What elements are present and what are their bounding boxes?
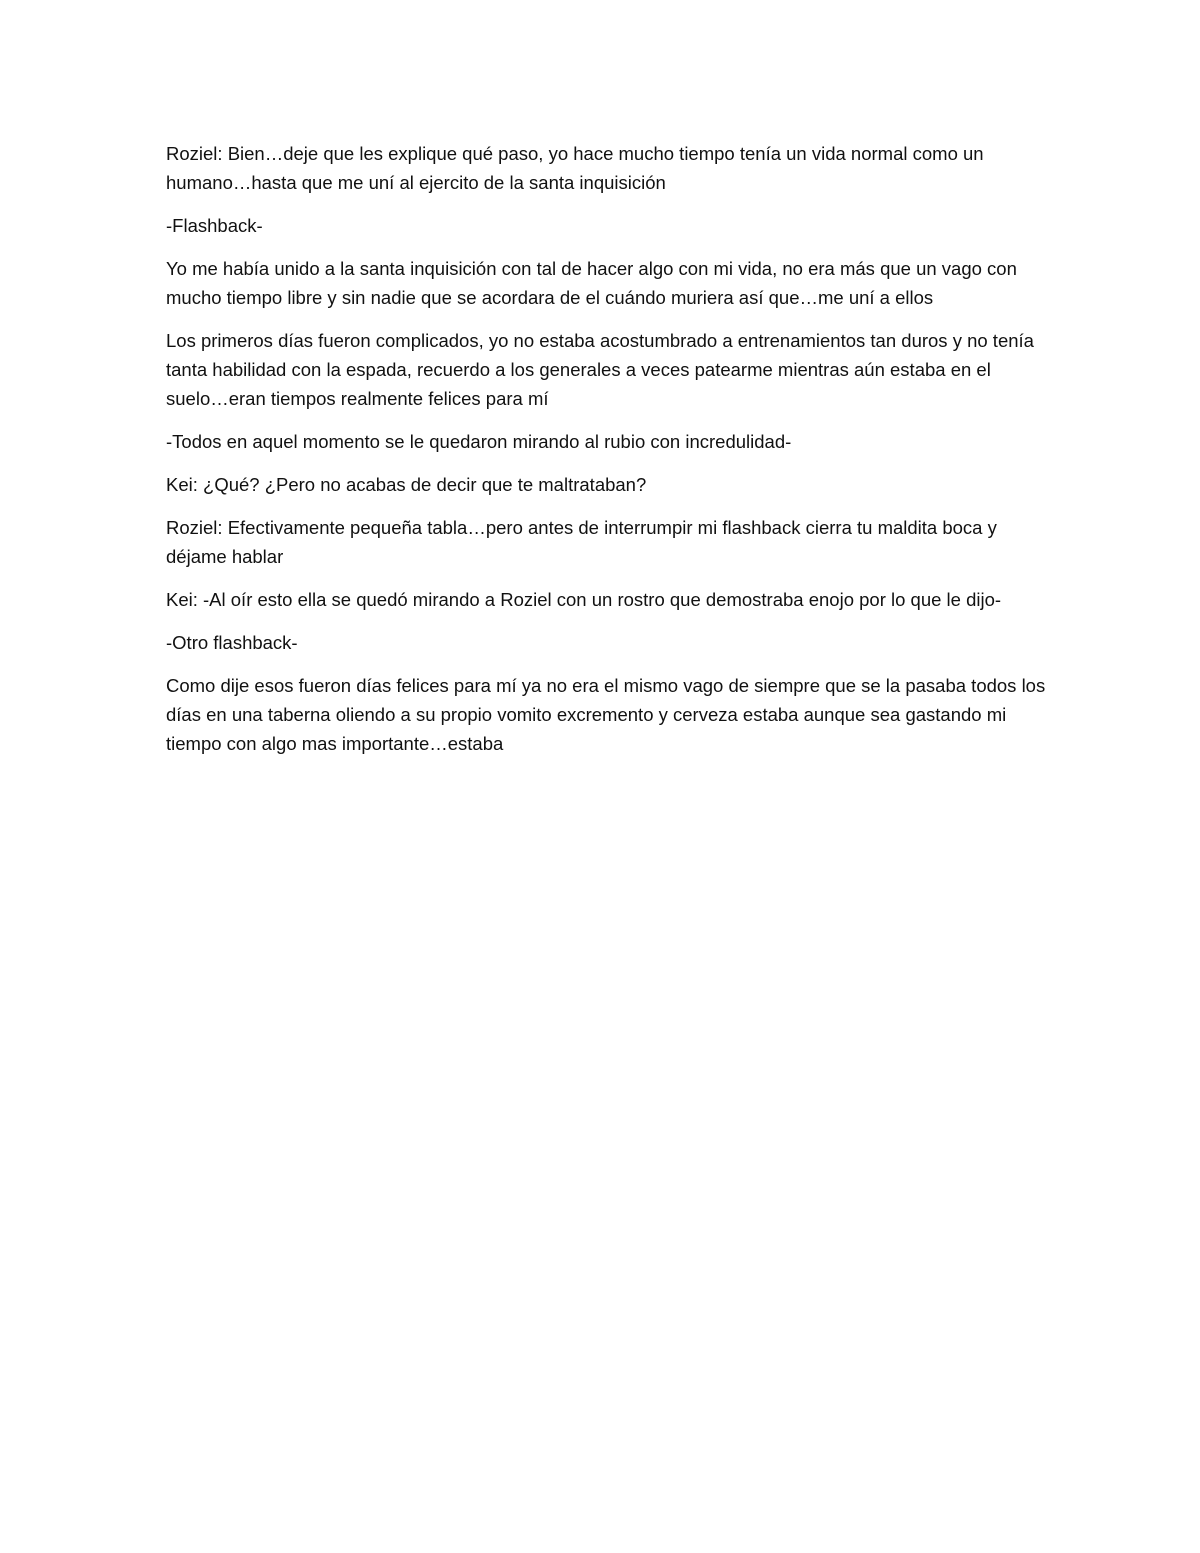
document-body xyxy=(166,139,1046,772)
paragraph: Roziel: Efectivamente pequeña tabla…pero antes de interrumpir mi flashback cierra tu maldita boca y déjame hablar xyxy=(166,517,997,567)
paragraph: Roziel: Bien…deje que les explique qué paso, yo hace mucho tiempo tenía un vida normal como un humano…hasta que me uní al ejercito de la santa inquisición xyxy=(166,143,984,193)
paragraph: Los primeros días fueron complicados, yo no estaba acostumbrado a entrenamientos tan duros y no tenía tanta habilidad con la espada, recuerdo a los generales a veces patearme mientras aún estaba en el suelo…eran tiempos realmente felices para mí xyxy=(166,330,1034,409)
paragraph: -Todos en aquel momento se le quedaron mirando al rubio con incredulidad- xyxy=(166,431,792,452)
paragraph: -Flashback- xyxy=(166,215,263,236)
paragraph: Como dije esos fueron días felices para mí ya no era el mismo vago de siempre que se la pasaba todos los días en una taberna oliendo a su propio vomito excremento y cerveza estaba aunque sea gastando mi tiempo con algo mas importante…estaba xyxy=(166,675,1046,754)
paragraph: Kei: ¿Qué? ¿Pero no acabas de decir que te maltrataban? xyxy=(166,474,647,495)
paragraph: Kei: -Al oír esto ella se quedó mirando a Roziel con un rostro que demostraba enojo por lo que le dijo- xyxy=(166,589,1002,610)
paragraph: Yo me había unido a la santa inquisición con tal de hacer algo con mi vida, no era más que un vago con mucho tiempo libre y sin nadie que se acordara de el cuándo muriera así que…me uní a ellos xyxy=(166,258,1017,308)
paragraph: -Otro flashback- xyxy=(166,632,298,653)
